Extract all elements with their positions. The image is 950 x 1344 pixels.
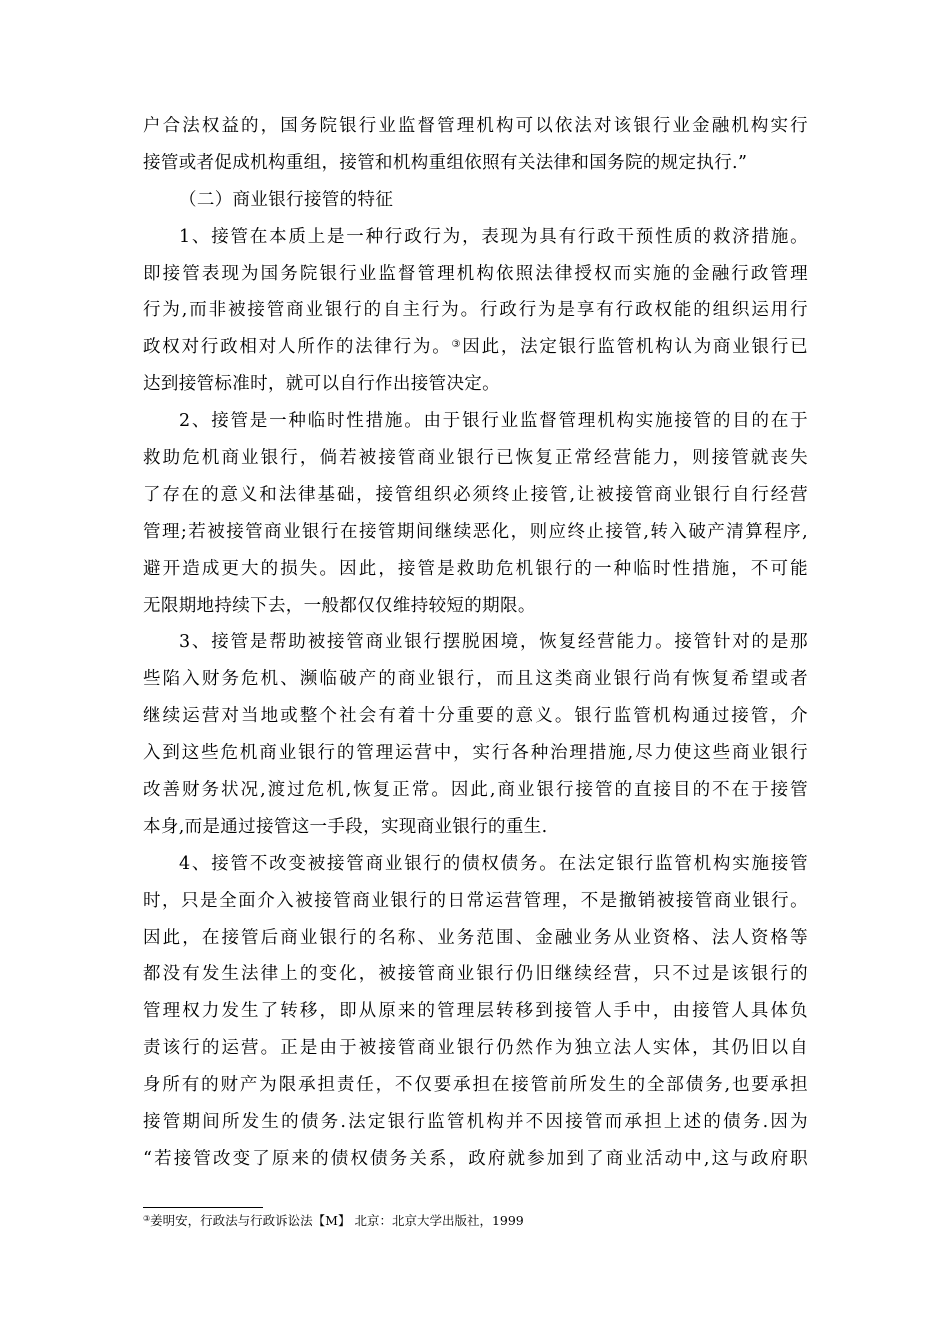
text-line: 些陷入财务危机、濒临破产的商业银行，而且这类商业银行尚有恢复希望或者 bbox=[143, 669, 808, 690]
text-line: 了存在的意义和法律基础，接管组织必须终止接管,让被接管商业银行自行经营 bbox=[143, 484, 808, 505]
paragraph-3 bbox=[143, 624, 808, 845]
text-line-with-footnote bbox=[143, 329, 808, 366]
text-line: 时，只是全面介入被接管商业银行的日常运营管理，不是撤销被接管商业银行。 bbox=[143, 890, 808, 911]
text-line: 4、接管不改变被接管商业银行的债权债务。在法定银行监管机构实施接管 bbox=[179, 853, 808, 874]
footnote-marker: ③ bbox=[143, 1214, 151, 1223]
text-line: 无限期地持续下去，一般都仅仅维持较短的期限。 bbox=[143, 595, 536, 616]
text-line: 接管或者促成机构重组，接管和机构重组依照有关法律和国务院的规定执行.” bbox=[143, 152, 748, 173]
text-line: 3、接管是帮助被接管商业银行摆脱困境，恢复经营能力。接管针对的是那 bbox=[179, 632, 808, 653]
text-line: 改善财务状况,渡过危机,恢复正常。因此,商业银行接管的直接目的不在于接管 bbox=[143, 780, 808, 801]
text-line: 责该行的运营。正是由于被接管商业银行仍然作为独立法人实体，其仍旧以自 bbox=[143, 1038, 808, 1059]
text-line: 2、接管是一种临时性措施。由于银行业监督管理机构实施接管的目的在于 bbox=[179, 411, 808, 432]
text-line: 本身,而是通过接管这一手段，实现商业银行的重生. bbox=[143, 816, 548, 837]
footnote bbox=[143, 1212, 524, 1230]
heading-text: （二）商业银行接管的特征 bbox=[179, 189, 394, 210]
paragraph-4 bbox=[143, 846, 808, 1178]
document-body bbox=[143, 108, 808, 1178]
text-line: 入到这些危机商业银行的管理运营中，实行各种治理措施,尽力使这些商业银行 bbox=[143, 743, 808, 764]
text-line: 1、接管在本质上是一种行政行为，表现为具有行政干预性质的救济措施。 bbox=[179, 226, 808, 247]
text-line: 管理权力发生了转移，即从原来的管理层转移到接管人手中，由接管人具体负 bbox=[143, 1001, 808, 1022]
paragraph-continuation bbox=[143, 108, 808, 182]
text-line: 管理;若被接管商业银行在接管期间继续恶化，则应终止接管,转入破产清算程序, bbox=[143, 521, 808, 542]
paragraph-2 bbox=[143, 403, 808, 624]
text-segment: 政权对行政相对人所作的法律行为。 bbox=[143, 337, 452, 358]
footnote-separator bbox=[143, 1207, 263, 1208]
text-line: 行为,而非被接管商业银行的自主行为。行政行为是享有行政权能的组织运用行 bbox=[143, 300, 808, 321]
text-line: 救助危机商业银行，倘若被接管商业银行已恢复正常经营能力，则接管就丧失 bbox=[143, 448, 808, 469]
footnote-text: 姜明安，行政法与行政诉讼法【M】 北京：北京大学出版社，1999 bbox=[150, 1213, 524, 1228]
text-line: 即接管表现为国务院银行业监督管理机构依照法律授权而实施的金融行政管理 bbox=[143, 263, 808, 284]
section-heading bbox=[143, 182, 808, 219]
text-line: 接管期间所发生的债务.法定银行监管机构并不因接管而承担上述的债务.因为 bbox=[143, 1112, 808, 1133]
paragraph-1 bbox=[143, 219, 808, 403]
text-line: 都没有发生法律上的变化，被接管商业银行仍旧继续经营，只不过是该银行的 bbox=[143, 964, 808, 985]
text-line: 达到接管标准时，就可以自行作出接管决定。 bbox=[143, 374, 500, 395]
text-line: 避开造成更大的损失。因此，接管是救助危机银行的一种临时性措施，不可能 bbox=[143, 558, 808, 579]
text-line: 继续运营对当地或整个社会有着十分重要的意义。银行监管机构通过接管，介 bbox=[143, 706, 808, 727]
text-segment: 因此，法定银行监管机构认为商业银行已 bbox=[462, 337, 808, 358]
footnote-reference: ③ bbox=[451, 339, 463, 351]
text-line: 身所有的财产为限承担责任，不仅要承担在接管前所发生的全部债务,也要承担 bbox=[143, 1075, 808, 1096]
text-line: 因此，在接管后商业银行的名称、业务范围、金融业务从业资格、法人资格等 bbox=[143, 927, 808, 948]
text-line: “若接管改变了原来的债权债务关系，政府就参加到了商业活动中,这与政府职 bbox=[143, 1148, 808, 1169]
text-line: 户合法权益的，国务院银行业监督管理机构可以依法对该银行业金融机构实行 bbox=[143, 116, 808, 136]
